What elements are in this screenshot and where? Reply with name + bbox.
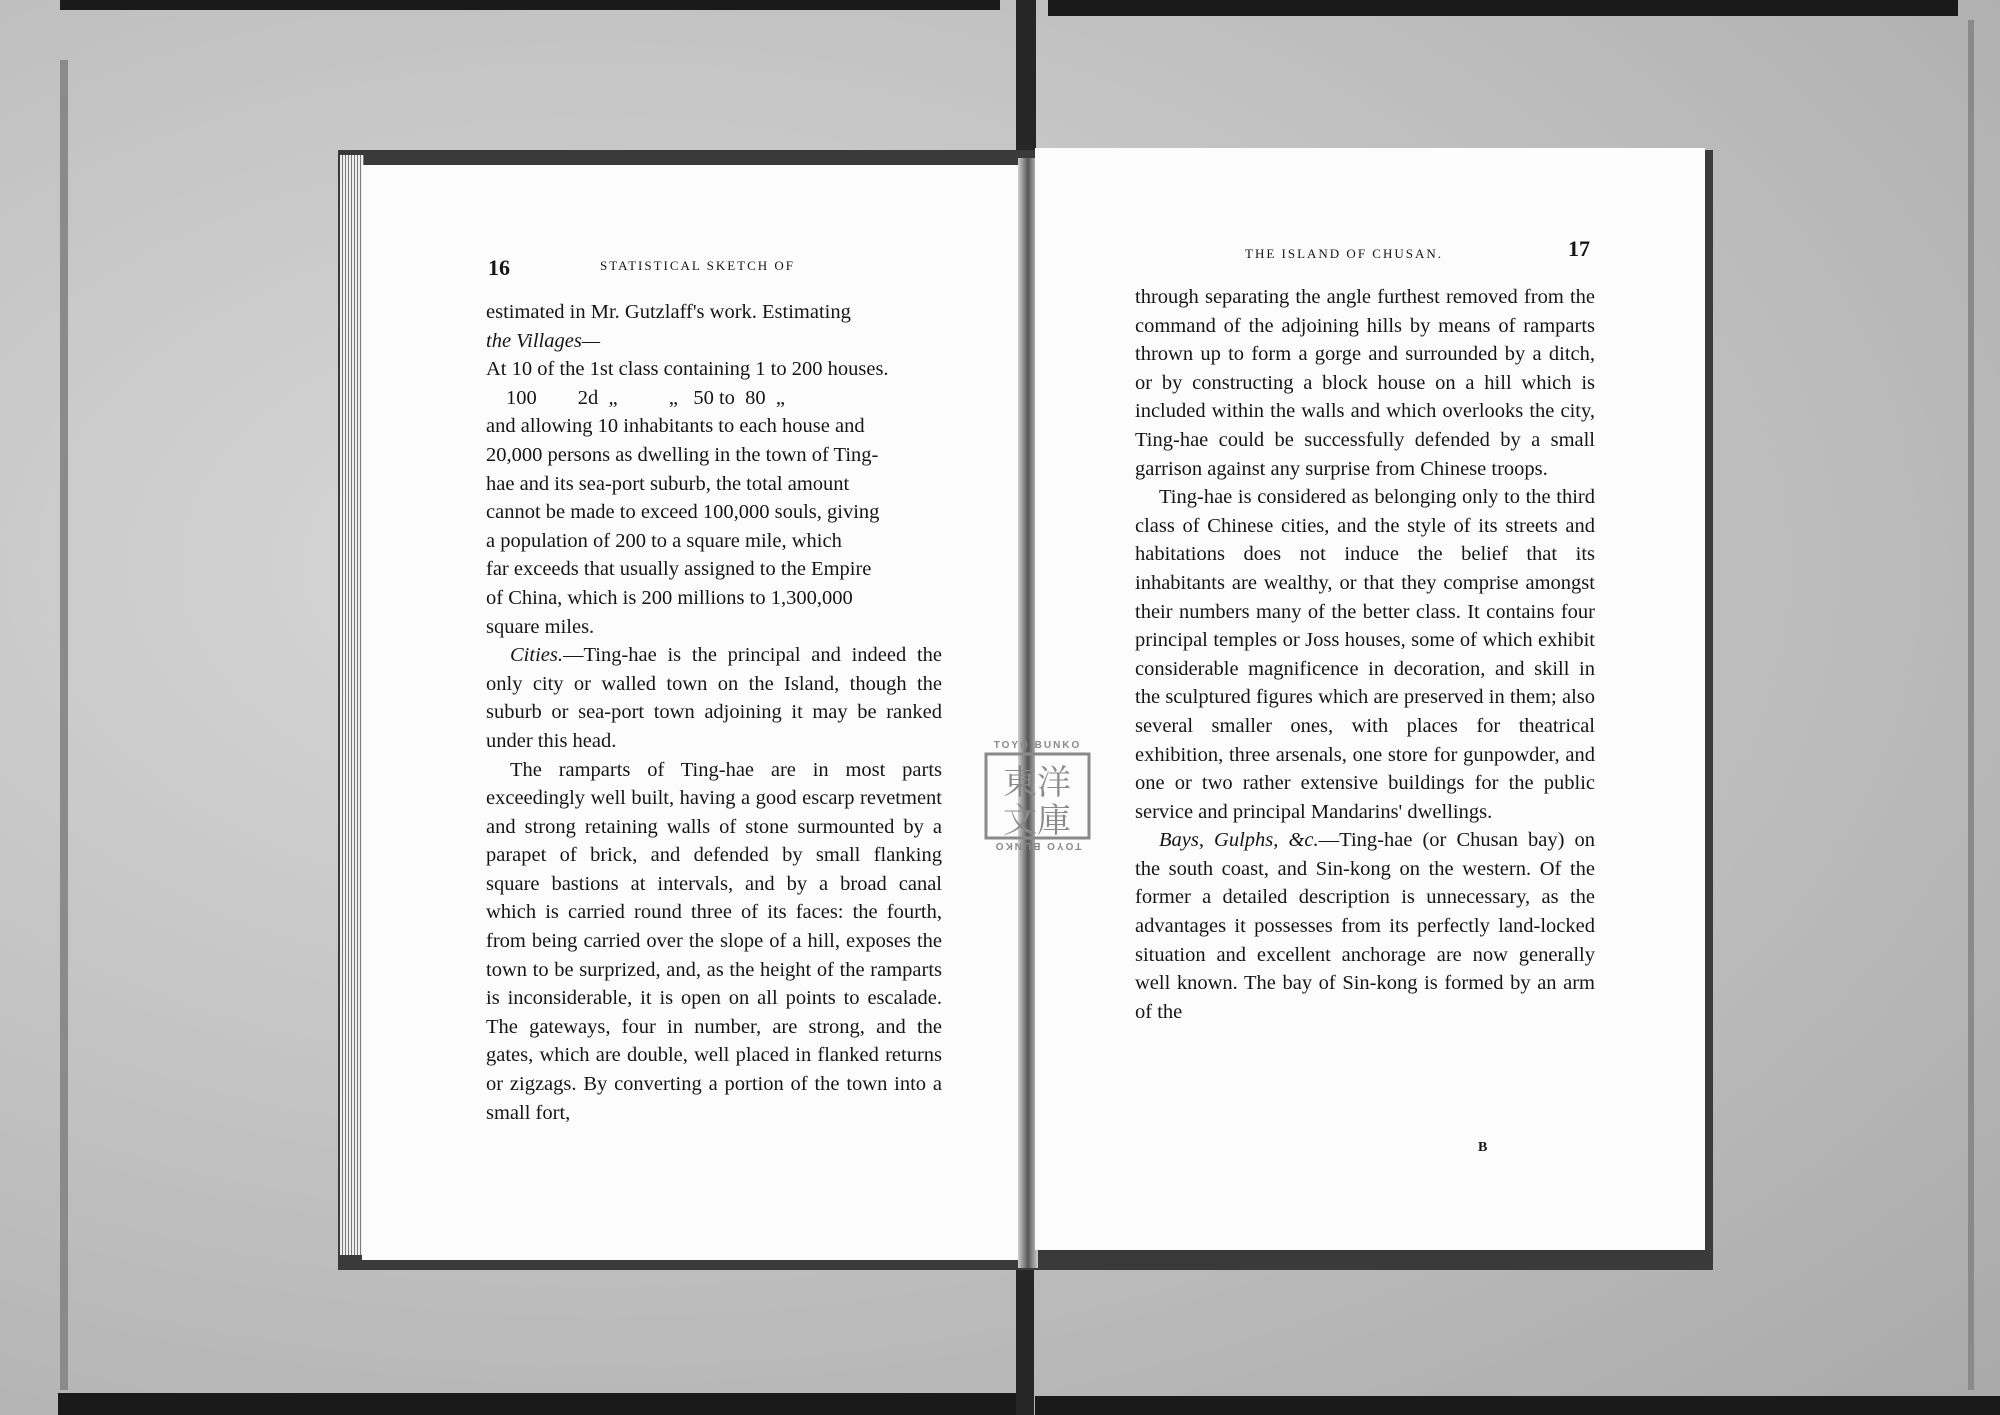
text-line bbox=[486, 613, 942, 642]
scan-spine-top bbox=[1016, 0, 1036, 155]
text-line-content: 100 2d „ „ 50 to 80 „ bbox=[506, 386, 785, 409]
bays-paragraph bbox=[1135, 826, 1595, 1026]
left-page-number: 16 bbox=[488, 255, 510, 280]
signature-mark: B bbox=[1478, 1140, 1488, 1155]
right-running-head: THE ISLAND OF CHUSAN. bbox=[1245, 246, 1444, 261]
text-line-content: a population of 200 to a square mile, which bbox=[486, 529, 842, 552]
scan-spine-bottom bbox=[1016, 1255, 1034, 1415]
scan-edge-left bbox=[60, 60, 68, 1390]
bays-paragraph-text: —Ting-hae (or Chusan bay) on the south coast, and Sin-kong on the western. Of the former a detailed description is unnecessary, as the advantages it possesses from its perfectly land-locked situation and excellent anchorage are now generally well known. The bay of Sin-kong is formed by an arm of the bbox=[1135, 829, 1596, 1023]
stamp-top-label: TOYO BUNKO bbox=[993, 740, 1082, 751]
text-line-content: 20,000 persons as dwelling in the town of Ting- bbox=[486, 443, 879, 466]
text-line bbox=[486, 470, 942, 499]
fortification-paragraph: through separating the angle furthest removed from the command of the adjoining hills by means of ramparts thrown up to form a gorge and surrounded by a ditch, or by constructing a block house on a hill which is included within the walls and which overlooks the city, Ting-hae could be successfully defended by a small garrison against any surprise from Chinese troops. bbox=[1135, 286, 1595, 480]
text-line-content: cannot be made to exceed 100,000 souls, giving bbox=[486, 501, 880, 524]
scan-border-top-left bbox=[60, 0, 1000, 10]
text-line bbox=[486, 498, 942, 527]
text-line bbox=[486, 384, 942, 413]
text-line-content: estimated in Mr. Gutzlaff's work. Estimating bbox=[486, 301, 851, 323]
text-line bbox=[486, 555, 942, 584]
left-running-head: STATISTICAL SKETCH OF bbox=[600, 258, 796, 273]
text-line bbox=[486, 584, 942, 613]
page-edges bbox=[340, 155, 364, 1255]
text-line-content: of China, which is 200 millions to 1,300,000 bbox=[486, 586, 853, 609]
right-text-column bbox=[1135, 283, 1595, 1026]
stamp-bottom-label: TOYO BUNKO bbox=[993, 840, 1082, 851]
text-line bbox=[486, 355, 942, 384]
toyo-bunko-stamp bbox=[980, 740, 1095, 855]
text-line-content: square miles. bbox=[486, 615, 595, 638]
text-line-content: and allowing 10 inhabitants to each house and bbox=[486, 415, 865, 438]
text-line bbox=[486, 527, 942, 556]
cities-paragraph: Cities.—Ting-hae is the principal and indeed the only city or walled town on the Island, though the suburb or sea-port town adjoining it may be ranked under this head. bbox=[486, 644, 942, 752]
scan-edge-right bbox=[1968, 20, 1974, 1390]
ramparts-paragraph: The ramparts of Ting-hae are in most parts exceedingly well built, having a good escarp revetment and strong retaining walls of stone surmounted by a parapet of brick, and defended by small flanking square bastions at intervals, and by a broad canal which is carried round three of its faces: the fourth, from being carried over the slope of a hill, exposes the town to be surprized, and, as the height of the ramparts is inconsiderable, it is open on all points to escalade. The gateways, four in number, are strong, and the gates, which are double, well placed in flanked returns or zigzags. By converting a portion of the town into a small fort, bbox=[486, 758, 942, 1124]
text-line-content: At 10 of the 1st class containing 1 to 200 houses. bbox=[486, 358, 889, 381]
text-line-content: far exceeds that usually assigned to the Empire bbox=[486, 558, 872, 581]
stamp-seal-icon bbox=[980, 750, 1095, 842]
scan-border-bottom-right bbox=[1035, 1396, 2000, 1415]
bays-heading: Bays, Gulphs, &c. bbox=[1159, 829, 1319, 852]
text-line-content: hae and its sea-port suburb, the total amount bbox=[486, 472, 850, 495]
scan-border-top-right bbox=[1048, 0, 1958, 16]
text-line bbox=[486, 441, 942, 470]
villages-line bbox=[486, 327, 942, 356]
city-class-paragraph: Ting-hae is considered as belonging only to the third class of Chinese cities, and the style of its streets and habitations does not induce the belief that its inhabitants are wealthy, or that they comprise amongst their numbers many of the better class. It contains four principal temples or Joss houses, some of which exhibit considerable magnificence in decoration, and skill in the sculptured figures which are preserved in them; also several smaller ones, with places for theatrical exhibition, three arsenals, one store for gunpowder, and one or two rather extensive buildings for the public service and principal Mandarins' dwellings. bbox=[1135, 486, 1595, 823]
villages-heading: the Villages— bbox=[486, 329, 601, 352]
cities-heading: Cities. bbox=[510, 644, 563, 667]
stamp-characters: 東洋 bbox=[1003, 763, 1071, 803]
left-text-column bbox=[486, 298, 942, 1127]
stamp-characters-2: 文庫 bbox=[1003, 801, 1071, 841]
text-line bbox=[486, 412, 942, 441]
right-page-number: 17 bbox=[1568, 236, 1590, 261]
scan-border-bottom-left bbox=[58, 1393, 1028, 1415]
text-line bbox=[486, 298, 942, 327]
